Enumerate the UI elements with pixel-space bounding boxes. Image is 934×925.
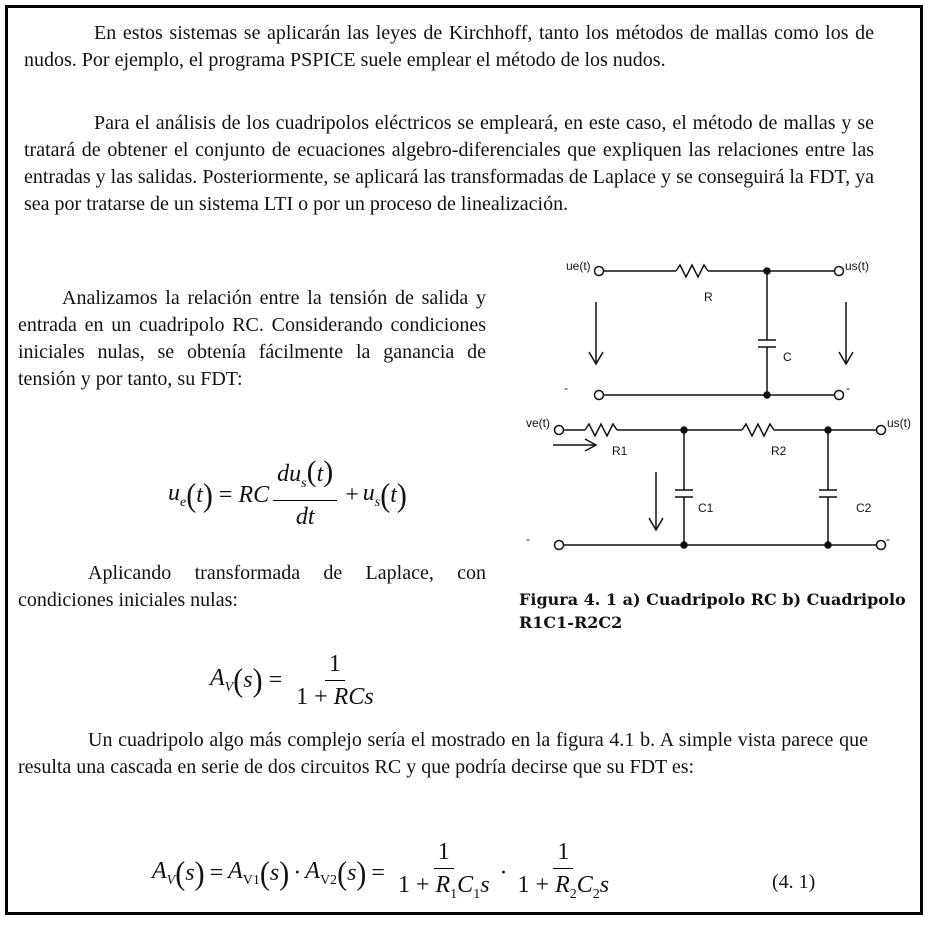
terminal-a-input [595, 267, 604, 276]
label-r: R [704, 290, 713, 304]
label-c1: C1 [698, 501, 714, 515]
resistor-r1 [585, 424, 617, 436]
minus-b-right: - [886, 532, 890, 546]
figure-caption: Figura 4. 1 a) Cuadripolo RC b) Cuadripolo R1C1-R2C2 [519, 590, 906, 632]
paragraph-analisis-rc: Analizamos la relación entre la tensión de salida y entrada en un cuadripolo RC. Considerando condiciones iniciales nulas, se obtenía fácilmente la ganancia de tensión y por tanto, su FDT: [18, 287, 486, 390]
resistor-r2 [742, 424, 774, 436]
label-us-b: us(t) [887, 416, 911, 430]
label-r1: R1 [612, 444, 628, 458]
paragraph-cascada: Un cuadripolo algo más complejo sería el mostrado en la figura 4.1 b. A simple vista parece que resulta una cascada en serie de dos circuitos RC y que podría decirse que su FDT es: [18, 729, 868, 778]
equation-transfer-cascade: $A_V$ ( s ) = $A_{V1}$ ( s ) · $A_{V2}$ ( s ) = $\frac{1}{1 + R_1C_1s}$ · $\frac{1}{1 + R_2C_2s}$ [152, 839, 610, 902]
label-c2: C2 [856, 501, 872, 515]
paragraph-cuadripolos: Para el análisis de los cuadripolos eléctricos se empleará, en este caso, el método de mallas y se tratará de obtener el conjunto de ecuaciones algebro-diferenciales que expliquen las relaciones entre las entradas y las salidas. Posteriormente, se aplicará las transformadas de Laplace y se conseguirá la FDT, ya sea por tratarse de un sistema LTI o por un proceso de linealización. [24, 112, 874, 215]
minus-a-left: - [564, 381, 568, 395]
equation-transfer-rc: $A_V$ ( s ) = $\frac{1}{\text{1 + RCs}}$ [210, 651, 374, 710]
label-r2: R2 [771, 444, 787, 458]
terminal-b-input [555, 426, 564, 435]
minus-b-left: - [526, 532, 530, 546]
resistor-r [676, 265, 708, 277]
terminal-b-output [877, 426, 886, 435]
minus-a-right: - [846, 381, 850, 395]
terminal-a-output [835, 267, 844, 276]
equation-number: (4. 1) [772, 871, 816, 893]
label-ve: ve(t) [526, 416, 550, 430]
paragraph-kirchhoff: En estos sistemas se aplicarán las leyes de Kirchhoff, tanto los métodos de mallas como los de nudos. Por ejemplo, el programa PSPICE suele emplear el método de los nudos. [24, 22, 874, 71]
label-us-a: us(t) [845, 259, 869, 273]
label-c: C [783, 350, 792, 364]
label-ue: ue(t) [566, 259, 591, 273]
paragraph-laplace: Aplicando transformada de Laplace, con condiciones iniciales nulas: [18, 562, 486, 611]
equation-differential: $u_e$ ( t ) = RC $\frac{du_s(t)}{dt}$ + $u_s$ ( t ) [168, 455, 407, 530]
